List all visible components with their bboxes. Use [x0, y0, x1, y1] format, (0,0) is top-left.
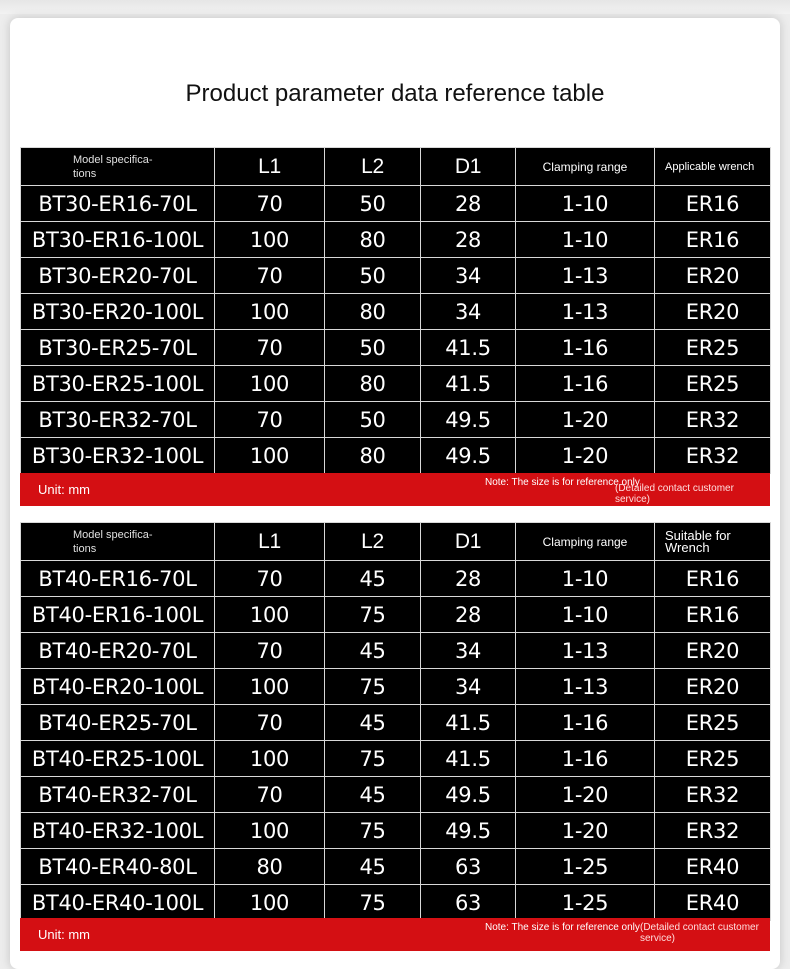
table-row — [21, 777, 771, 813]
cell-clamping-range: 1-13 — [516, 669, 655, 705]
header-l2: L2 — [325, 523, 421, 561]
cell-clamping-range: 1-16 — [516, 366, 655, 402]
bt40-spec-table — [20, 522, 771, 921]
cell-model: BT30-ER25-100L — [21, 366, 215, 402]
cell-model: BT40-ER25-100L — [21, 741, 215, 777]
cell-wrench: ER20 — [655, 633, 771, 669]
cell-wrench: ER16 — [655, 597, 771, 633]
cell-model: BT40-ER32-70L — [21, 777, 215, 813]
cell-wrench: ER40 — [655, 885, 771, 921]
cell-l1: 70 — [215, 186, 325, 222]
header-l2: L2 — [325, 148, 421, 186]
header-clamping-range: Clamping range — [516, 523, 655, 561]
cell-l1: 100 — [215, 366, 325, 402]
cell-d1: 41.5 — [421, 741, 516, 777]
cell-model: BT30-ER16-70L — [21, 186, 215, 222]
cell-d1: 34 — [421, 669, 516, 705]
cell-wrench: ER32 — [655, 777, 771, 813]
cell-l1: 100 — [215, 741, 325, 777]
table-row — [21, 330, 771, 366]
cell-clamping-range: 1-16 — [516, 330, 655, 366]
cell-d1: 28 — [421, 186, 516, 222]
cell-l1: 70 — [215, 633, 325, 669]
cell-clamping-range: 1-20 — [516, 402, 655, 438]
cell-d1: 49.5 — [421, 777, 516, 813]
header-model: Model specifica- tions — [21, 148, 215, 186]
cell-wrench: ER32 — [655, 402, 771, 438]
header-clamping-range: Clamping range — [516, 148, 655, 186]
cell-l2: 75 — [325, 813, 421, 849]
cell-l2: 45 — [325, 705, 421, 741]
cell-model: BT40-ER40-100L — [21, 885, 215, 921]
cell-l2: 50 — [325, 330, 421, 366]
table-row — [21, 402, 771, 438]
table-row — [21, 561, 771, 597]
cell-model: BT30-ER20-100L — [21, 294, 215, 330]
header-d1: D1 — [421, 148, 516, 186]
cell-clamping-range: 1-25 — [516, 849, 655, 885]
cell-d1: 28 — [421, 597, 516, 633]
table-row — [21, 294, 771, 330]
cell-model: BT30-ER25-70L — [21, 330, 215, 366]
table-row — [21, 705, 771, 741]
cell-d1: 34 — [421, 258, 516, 294]
cell-model: BT40-ER16-70L — [21, 561, 215, 597]
cell-d1: 41.5 — [421, 366, 516, 402]
cell-d1: 63 — [421, 885, 516, 921]
cell-l1: 70 — [215, 561, 325, 597]
table-row — [21, 885, 771, 921]
top-divider — [0, 0, 790, 14]
cell-l1: 70 — [215, 258, 325, 294]
cell-wrench: ER25 — [655, 366, 771, 402]
cell-clamping-range: 1-20 — [516, 813, 655, 849]
cell-d1: 63 — [421, 849, 516, 885]
bt30-spec-table — [20, 147, 771, 474]
cell-model: BT30-ER16-100L — [21, 222, 215, 258]
cell-model: BT40-ER32-100L — [21, 813, 215, 849]
cell-l2: 80 — [325, 222, 421, 258]
cell-wrench: ER16 — [655, 561, 771, 597]
cell-clamping-range: 1-13 — [516, 258, 655, 294]
unit-label: Unit: mm — [38, 927, 90, 942]
cell-l2: 50 — [325, 258, 421, 294]
cell-d1: 41.5 — [421, 705, 516, 741]
unit-label: Unit: mm — [38, 482, 90, 497]
cell-l2: 45 — [325, 561, 421, 597]
table-row — [21, 366, 771, 402]
cell-wrench: ER20 — [655, 669, 771, 705]
header-model: Model specifica- tions — [21, 523, 215, 561]
cell-model: BT30-ER32-70L — [21, 402, 215, 438]
table-row — [21, 186, 771, 222]
cell-l2: 50 — [325, 186, 421, 222]
cell-clamping-range: 1-13 — [516, 294, 655, 330]
cell-l1: 100 — [215, 597, 325, 633]
cell-l1: 100 — [215, 813, 325, 849]
cell-wrench: ER20 — [655, 294, 771, 330]
header-l1: L1 — [215, 523, 325, 561]
cell-clamping-range: 1-10 — [516, 186, 655, 222]
cell-model: BT30-ER32-100L — [21, 438, 215, 474]
cell-l2: 50 — [325, 402, 421, 438]
cell-clamping-range: 1-16 — [516, 741, 655, 777]
header-d1: D1 — [421, 523, 516, 561]
cell-clamping-range: 1-16 — [516, 705, 655, 741]
table-row — [21, 222, 771, 258]
reference-note: Note: The size is for reference only — [485, 922, 640, 933]
cell-d1: 34 — [421, 633, 516, 669]
cell-model: BT30-ER20-70L — [21, 258, 215, 294]
page-title: Product parameter data reference table — [185, 80, 605, 107]
table-row — [21, 597, 771, 633]
cell-model: BT40-ER40-80L — [21, 849, 215, 885]
cell-clamping-range: 1-25 — [516, 885, 655, 921]
bt30-table-footer — [20, 473, 770, 506]
cell-wrench: ER40 — [655, 849, 771, 885]
cell-l2: 80 — [325, 294, 421, 330]
cell-l1: 100 — [215, 438, 325, 474]
cell-l2: 45 — [325, 777, 421, 813]
cell-d1: 49.5 — [421, 402, 516, 438]
cell-l2: 75 — [325, 741, 421, 777]
cell-wrench: ER32 — [655, 438, 771, 474]
cell-d1: 41.5 — [421, 330, 516, 366]
cell-l1: 100 — [215, 222, 325, 258]
table-row — [21, 258, 771, 294]
cell-model: BT40-ER20-100L — [21, 669, 215, 705]
cell-clamping-range: 1-10 — [516, 561, 655, 597]
bt40-table-footer — [20, 918, 770, 951]
cell-clamping-range: 1-10 — [516, 597, 655, 633]
cell-l1: 100 — [215, 669, 325, 705]
cell-d1: 49.5 — [421, 813, 516, 849]
cell-l2: 75 — [325, 885, 421, 921]
contact-note: (Detailed contact customer service) — [615, 483, 734, 505]
table-row — [21, 669, 771, 705]
cell-l2: 80 — [325, 366, 421, 402]
cell-d1: 49.5 — [421, 438, 516, 474]
cell-model: BT40-ER20-70L — [21, 633, 215, 669]
table-row — [21, 849, 771, 885]
cell-wrench: ER25 — [655, 330, 771, 366]
cell-clamping-range: 1-10 — [516, 222, 655, 258]
table-row — [21, 438, 771, 474]
header-wrench: Applicable wrench — [655, 148, 771, 186]
header-wrench: Suitable for Wrench — [655, 523, 771, 561]
cell-l2: 80 — [325, 438, 421, 474]
cell-model: BT40-ER16-100L — [21, 597, 215, 633]
cell-clamping-range: 1-20 — [516, 777, 655, 813]
table-header-row — [21, 523, 771, 561]
cell-l2: 75 — [325, 669, 421, 705]
cell-l1: 70 — [215, 705, 325, 741]
cell-wrench: ER16 — [655, 222, 771, 258]
cell-l1: 100 — [215, 294, 325, 330]
cell-l2: 45 — [325, 849, 421, 885]
cell-d1: 28 — [421, 561, 516, 597]
cell-wrench: ER16 — [655, 186, 771, 222]
cell-l1: 100 — [215, 885, 325, 921]
cell-clamping-range: 1-20 — [516, 438, 655, 474]
table-header-row — [21, 148, 771, 186]
cell-d1: 28 — [421, 222, 516, 258]
cell-l1: 70 — [215, 330, 325, 366]
table-row — [21, 741, 771, 777]
cell-clamping-range: 1-13 — [516, 633, 655, 669]
cell-wrench: ER20 — [655, 258, 771, 294]
cell-model: BT40-ER25-70L — [21, 705, 215, 741]
reference-note: Note: The size is for reference only — [485, 477, 640, 488]
cell-l1: 70 — [215, 777, 325, 813]
cell-l2: 45 — [325, 633, 421, 669]
cell-wrench: ER25 — [655, 705, 771, 741]
cell-l1: 80 — [215, 849, 325, 885]
cell-wrench: ER32 — [655, 813, 771, 849]
table-row — [21, 633, 771, 669]
table-row — [21, 813, 771, 849]
cell-l2: 75 — [325, 597, 421, 633]
cell-wrench: ER25 — [655, 741, 771, 777]
cell-l1: 70 — [215, 402, 325, 438]
header-l1: L1 — [215, 148, 325, 186]
cell-d1: 34 — [421, 294, 516, 330]
contact-note: (Detailed contact customer service) — [640, 922, 759, 944]
